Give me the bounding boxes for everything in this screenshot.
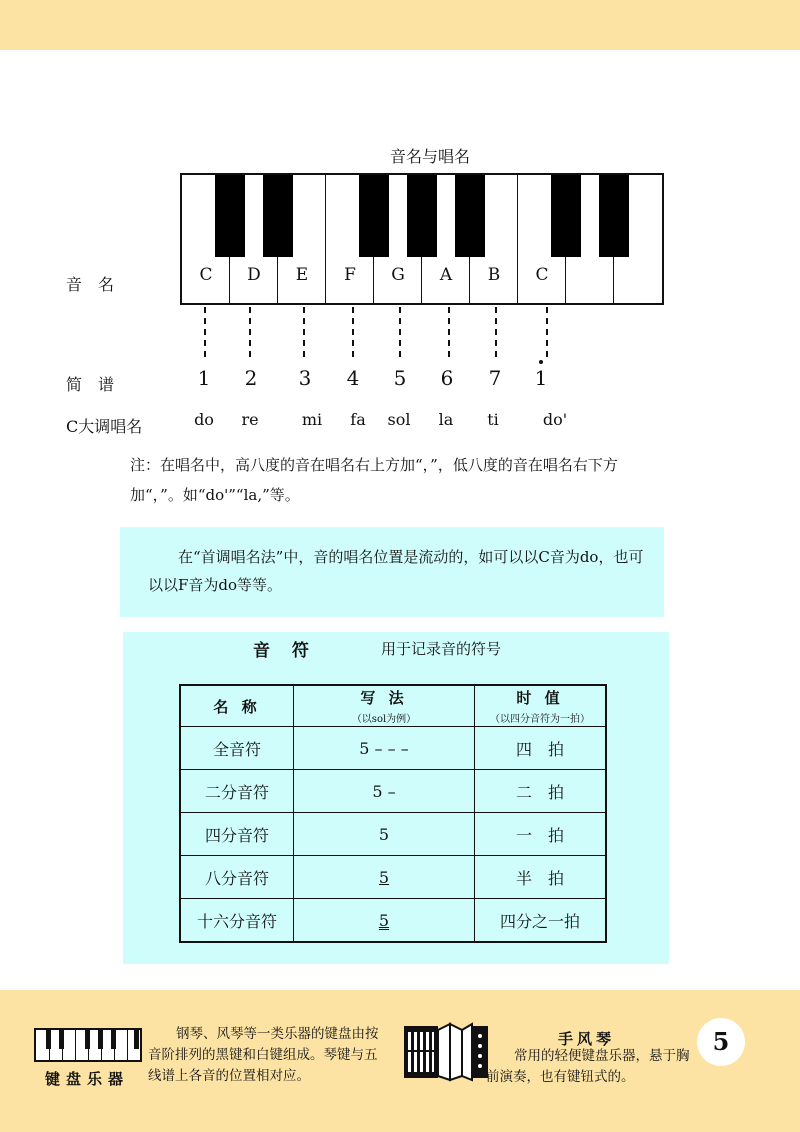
black-key xyxy=(215,175,245,257)
solfege-syllable: sol xyxy=(387,410,411,429)
solfege-syllable: fa xyxy=(350,410,366,429)
accordion-title: 手风琴 xyxy=(558,1030,616,1048)
black-key xyxy=(551,175,581,257)
jianpu-number: 7 xyxy=(488,366,502,390)
page-number: 5 xyxy=(697,1018,745,1066)
note-type-cell: 十六分音符 xyxy=(180,899,294,943)
table-row xyxy=(180,727,606,770)
solfege-syllable: do xyxy=(194,410,214,429)
black-key xyxy=(599,175,629,257)
jianpu-number: 1 xyxy=(534,366,548,390)
note-type-cell: 八分音符 xyxy=(180,856,294,899)
note-writing-cell: 5 xyxy=(294,856,475,899)
octave-dot xyxy=(539,360,543,364)
note-name: F xyxy=(344,265,356,285)
note-duration-cell: 四分之一拍 xyxy=(475,899,607,943)
black-key xyxy=(359,175,389,257)
accordion-icon xyxy=(402,1020,490,1082)
solfege-syllable: ti xyxy=(487,410,499,429)
header-duration: 时 值 （以四分音符为一拍） xyxy=(475,685,607,727)
black-key xyxy=(407,175,437,257)
note-name: C xyxy=(199,265,213,285)
note-writing-cell: 5 – xyxy=(294,770,475,813)
jianpu-number: 6 xyxy=(440,366,454,390)
accordion-text: 常用的轻便键盘乐器，悬于胸前演奏，也有键钮式的。 xyxy=(486,1048,690,1085)
note-duration-cell: 一 拍 xyxy=(475,813,607,856)
dashed-connector xyxy=(249,307,251,357)
jianpu-number: 3 xyxy=(298,366,312,390)
note-name: E xyxy=(295,265,309,285)
solfege-label: C大调唱名 xyxy=(66,417,143,436)
dashed-connector xyxy=(495,307,497,357)
dashed-connector xyxy=(399,307,401,357)
note-duration-cell: 半 拍 xyxy=(475,856,607,899)
dashed-connector xyxy=(303,307,305,357)
keyboard-instruments-text: 钢琴、风琴等一类乐器的键盘由按音阶排列的黑键和白键组成。琴键与五线谱上各音的位置相对应。 xyxy=(148,1026,379,1084)
jianpu-label: 简 谱 xyxy=(66,375,115,394)
solfege-syllable: la xyxy=(438,410,454,429)
note-name: G xyxy=(391,265,405,285)
table-row xyxy=(180,856,606,899)
table-row xyxy=(180,899,606,943)
jianpu-number: 5 xyxy=(393,366,407,390)
table-header-row xyxy=(180,685,606,727)
note-duration-cell: 二 拍 xyxy=(475,770,607,813)
keyboard-icon xyxy=(34,1028,142,1062)
piano-keyboard-diagram xyxy=(180,173,664,305)
note-writing-cell: 5 – – – xyxy=(294,727,475,770)
note-section-subtitle: 用于记录音的符号 xyxy=(381,640,502,658)
note-duration-cell: 四 拍 xyxy=(475,727,607,770)
octave-note: 注：在唱名中，高八度的音在唱名右上方加“，”，低八度的音在唱名右下方加“，”。如“do'”“la,”等。 xyxy=(130,456,618,504)
note-values-table xyxy=(179,684,607,943)
keyboard-instruments-label: 键盘乐器 xyxy=(45,1070,130,1088)
note-name: A xyxy=(439,265,453,285)
table-row xyxy=(180,770,606,813)
black-key xyxy=(263,175,293,257)
yinming-label: 音 名 xyxy=(66,275,115,294)
note-writing-cell: 5 xyxy=(294,899,475,943)
note-section-title: 音 符 xyxy=(253,641,317,661)
dashed-connector xyxy=(448,307,450,357)
top-banner xyxy=(0,0,800,50)
note-name: D xyxy=(247,265,261,285)
header-name: 名 称 xyxy=(180,685,294,727)
note-name: B xyxy=(487,265,501,285)
note-type-cell: 全音符 xyxy=(180,727,294,770)
solfege-syllable: mi xyxy=(301,410,323,429)
jianpu-number: 2 xyxy=(244,366,258,390)
black-key xyxy=(455,175,485,257)
note-name: C xyxy=(535,265,549,285)
dashed-connector xyxy=(546,307,548,357)
note-writing-cell: 5 xyxy=(294,813,475,856)
movable-do-text: 在“首调唱名法”中，音的唱名位置是流动的，如可以以C音为do，也可以以F音为do等等。 xyxy=(148,548,644,594)
header-writing: 写 法 （以sol为例） xyxy=(294,685,475,727)
solfege-syllable: do' xyxy=(542,410,568,429)
solfege-syllable: re xyxy=(241,410,259,429)
dashed-connector xyxy=(204,307,206,357)
note-type-cell: 四分音符 xyxy=(180,813,294,856)
table-row xyxy=(180,813,606,856)
note-type-cell: 二分音符 xyxy=(180,770,294,813)
keyboard-title: 音名与唱名 xyxy=(390,147,471,166)
note-values-box xyxy=(123,632,669,964)
dashed-connector xyxy=(352,307,354,357)
jianpu-number: 1 xyxy=(197,366,211,390)
movable-do-box xyxy=(120,527,664,617)
jianpu-number: 4 xyxy=(346,366,360,390)
